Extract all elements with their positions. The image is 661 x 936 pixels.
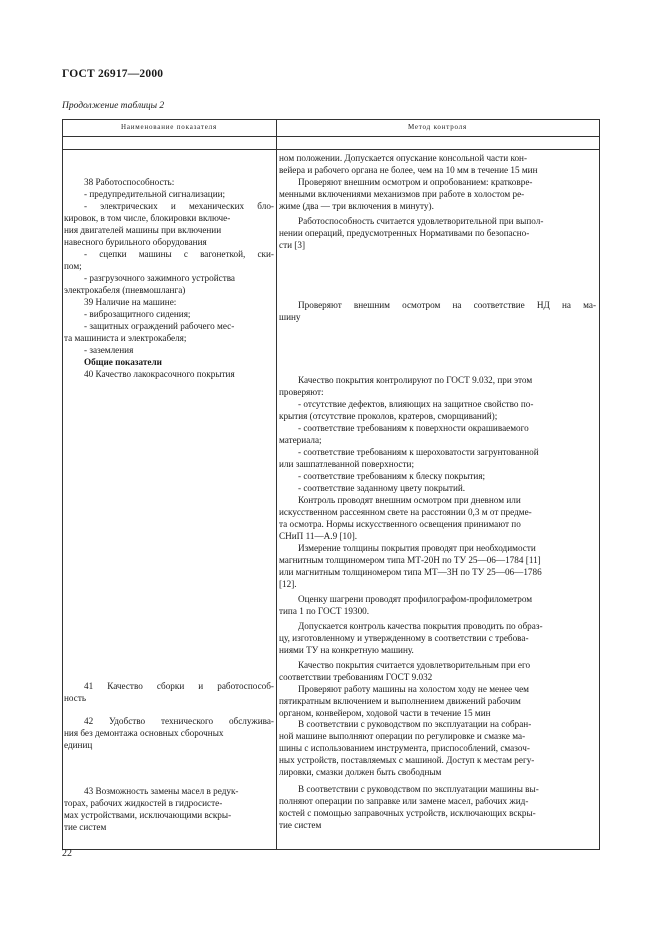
method-line: Контроль проводят внешним осмотром при дневном или: [298, 495, 521, 505]
method-line: костей с помощью заправочных устройств, исключающих вскры-: [279, 808, 536, 818]
indicator-line: - разгрузочного зажимного устройства: [84, 273, 236, 283]
method-line: та осмотра. Нормы искусственного освещения принимают по: [279, 519, 521, 529]
method-line: соответствии требованиям ГОСТ 9.032: [279, 672, 433, 682]
page-number: 22: [62, 848, 72, 859]
method-line: искусственном рассеянном свете на расстоянии 0,3 м от предме-: [279, 507, 532, 517]
method-line: Работоспособность считается удовлетворительной при выпол-: [298, 216, 544, 226]
indicator-line: электрокабеля (пневмошланга): [64, 285, 186, 295]
indicator-line: единиц: [64, 740, 93, 750]
method-line: шину: [279, 312, 301, 322]
method-line: вейера и рабочего органа не более, чем на 10 мм в течение 15 мин: [279, 165, 538, 175]
method-line: ниями ТУ на конкретную машину.: [279, 645, 414, 655]
method-line: - соответствие требованиям к шероховатости загрунтованной: [298, 447, 539, 457]
method-line: или зашпатлеванной поверхности;: [279, 459, 414, 469]
method-line: [12].: [279, 579, 297, 589]
method-line: или магнитным толщиномером типа МТ—3Н по ТУ 25—06—1786: [279, 567, 542, 577]
table-top-border: [62, 119, 600, 120]
method-line: - соответствие требованиям к блеску покрытия;: [298, 471, 486, 481]
indicator-line: та машиниста и электрокабеля;: [64, 333, 187, 343]
indicator-line: - предупредительной сигнализации;: [84, 189, 226, 199]
section-heading: Общие показатели: [84, 357, 162, 367]
table-left-border: [62, 119, 63, 850]
indicator-line: - электрических и механических бло-: [84, 201, 274, 211]
method-line: материала;: [279, 435, 322, 445]
indicator-line: 38 Работоспособность:: [84, 177, 175, 187]
table-bottom-border: [62, 849, 600, 850]
indicator-line: - сцепки машины с вагонеткой, ски-: [84, 249, 274, 259]
indicator-line: ность: [64, 693, 87, 703]
method-line: Качество покрытия считается удовлетворительным при его: [298, 660, 531, 670]
indicator-line: 39 Наличие на машине:: [84, 297, 177, 307]
method-line: Оценку шагрени проводят профилографом-профилометром: [298, 594, 533, 604]
indicator-line: пом;: [64, 261, 82, 271]
method-line: Проверяют внешним осмотром и опробованием: кратковре-: [298, 177, 533, 187]
method-line: тие систем: [279, 820, 322, 830]
method-line: - отсутствие дефектов, влияющих на защитное свойство по-: [298, 399, 534, 409]
indicator-line: тие систем: [64, 822, 107, 832]
table-header-divider: [62, 136, 600, 137]
method-line: СНиП 11—А.9 [10].: [279, 531, 358, 541]
indicator-line: ния без демонтажа основных сборочных: [64, 728, 224, 738]
indicator-line: 40 Качество лакокрасочного покрытия: [84, 369, 235, 379]
method-line: менными включениями механизмов при работе в холостом ре-: [279, 189, 525, 199]
method-line: жиме (два — три включения в минуту).: [279, 201, 434, 211]
column-header-method: Метод контроля: [407, 123, 468, 131]
method-line: В соответствии с руководством по эксплуатации на собран-: [298, 719, 532, 729]
table-right-border: [599, 119, 600, 850]
method-line: - соответствие заданному цвету покрытий.: [298, 483, 466, 493]
indicators-table: [62, 119, 600, 850]
method-line: Качество покрытия контролируют по ГОСТ 9.032, при этом: [298, 375, 533, 385]
indicator-line: - заземления: [84, 345, 134, 355]
method-line: ных устройств, поставляемых с машиной. Доступ к местам регу-: [279, 755, 535, 765]
method-line: пятикратным включением и выполнением движений рабочим: [279, 696, 521, 706]
indicator-line: кировок, в том числе, блокировки включе-: [64, 213, 231, 223]
document-title: ГОСТ 26917—2000: [62, 68, 164, 80]
method-line: Проверяют внешним осмотром на соответствие НД на ма-: [298, 300, 596, 310]
indicator-line: 43 Возможность замены масел в редук-: [84, 786, 239, 796]
method-line: Измерение толщины покрытия проводят при необходимости: [298, 543, 536, 553]
method-line: типа 1 по ГОСТ 19300.: [279, 606, 370, 616]
method-line: магнитным толщиномером типа МТ-20Н по ТУ 25—06—1784 [11]: [279, 555, 541, 565]
method-line: - соответствие требованиям к поверхности окрашиваемого: [298, 423, 529, 433]
table-column-divider: [276, 119, 277, 850]
indicator-line: - защитных ограждений рабочего мес-: [84, 321, 235, 331]
indicator-line: торах, рабочих жидкостей в гидросисте-: [64, 798, 223, 808]
method-line: В соответствии с руководством по эксплуатации машины вы-: [298, 784, 539, 794]
table-continuation-label: Продолжение таблицы 2: [62, 101, 165, 111]
column-header-indicator: Наименование показателя: [121, 123, 217, 131]
method-line: Допускается контроль качества покрытия проводить по образ-: [298, 621, 543, 631]
method-line: полняют операции по заправке или замене масел, рабочих жид-: [279, 796, 529, 806]
method-line: Проверяют работу машины на холостом ходу не менее чем: [298, 684, 529, 694]
method-line: цу, изготовленному и утвержденному в соответствии с требова-: [279, 633, 529, 643]
indicator-line: - виброзащитного сидения;: [84, 309, 191, 319]
indicator-line: мах устройствами, исключающими вскры-: [64, 810, 232, 820]
indicator-line: 42 Удобство технического обслужива-: [84, 716, 274, 726]
method-line: крытия (отсутствие проколов, кратеров, сморщиваний);: [279, 411, 498, 421]
method-line: ной машине выполняют операции по регулировке и смазке ма-: [279, 731, 526, 741]
table-header-bottom-border: [62, 149, 600, 150]
method-line: шины с использованием инструмента, приспособлений, смазоч-: [279, 743, 530, 753]
method-line: нении операций, предусмотренных Нормативами по безопасно-: [279, 228, 530, 238]
method-line: лировки, смазки должен быть свободным: [279, 767, 442, 777]
indicator-line: 41 Качество сборки и работоспособ-: [84, 681, 274, 691]
indicator-line: навесного бурильного оборудования: [64, 237, 207, 247]
method-line: сти [3]: [279, 240, 306, 250]
method-line: ном положении. Допускается опускание консольной части кон-: [279, 153, 528, 163]
method-line: проверяют:: [279, 387, 324, 397]
indicator-line: ния двигателей машины при включении: [64, 225, 222, 235]
method-line: органом, конвейером, ходовой части в течение 15 мин: [279, 708, 491, 718]
